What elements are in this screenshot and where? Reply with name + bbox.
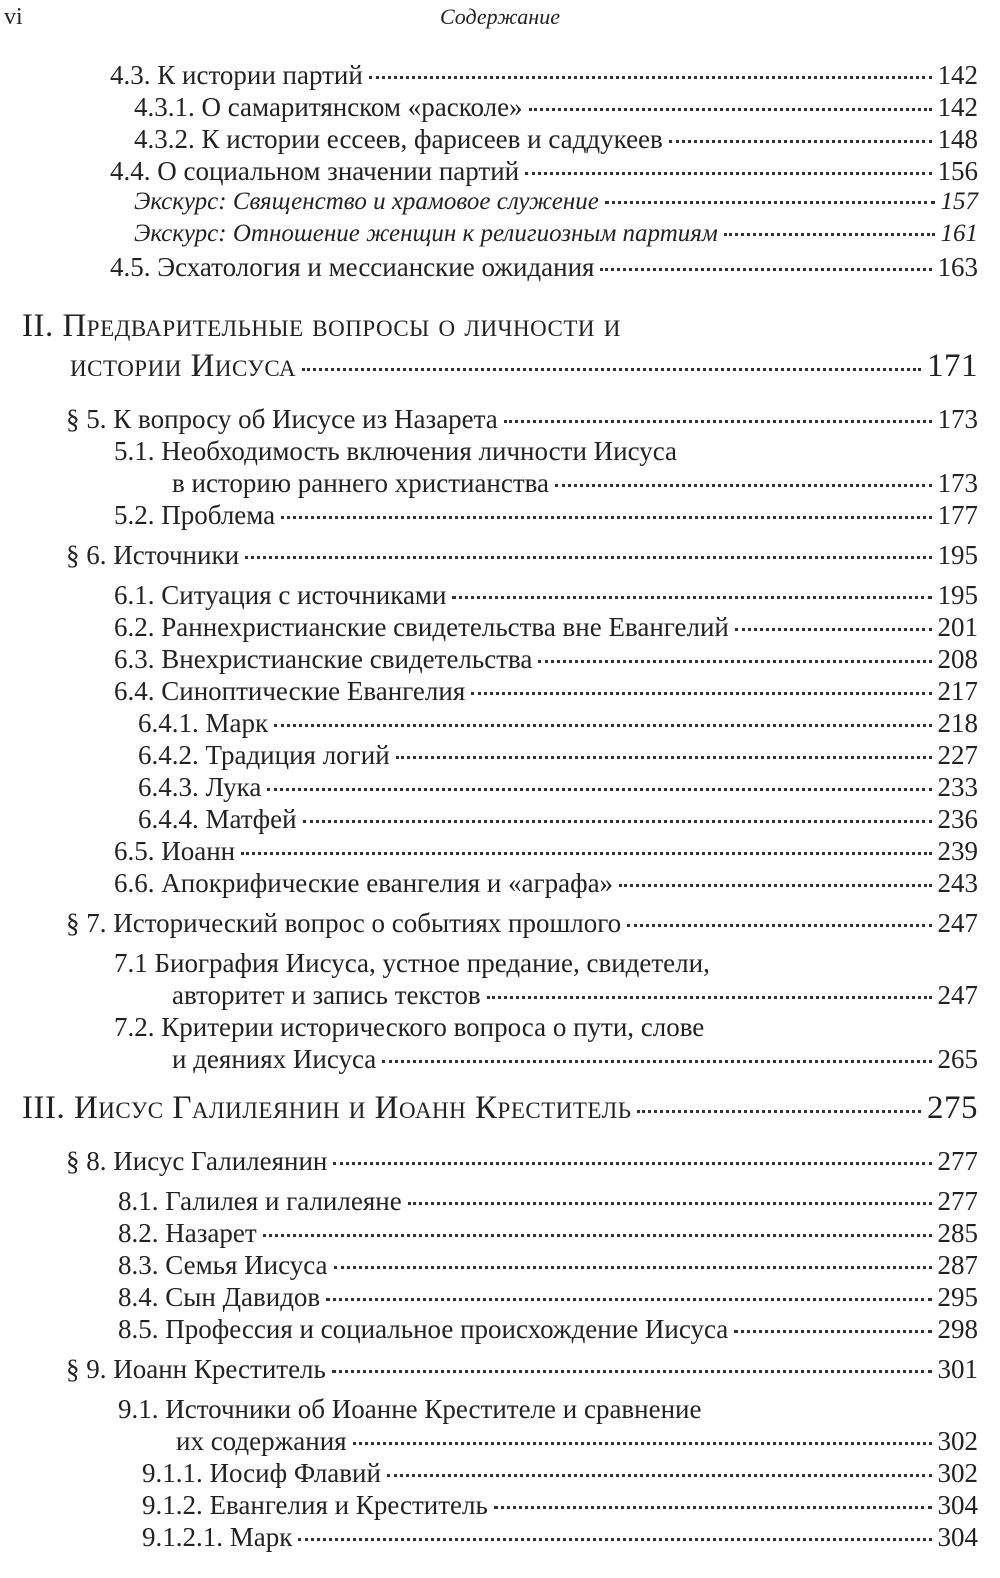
toc-entry-page: 301	[937, 1354, 978, 1384]
page-number: vi	[4, 4, 23, 30]
toc-entry-page: 218	[937, 708, 978, 738]
running-title: Содержание	[439, 4, 560, 29]
toc-entry[interactable]	[0, 1282, 1000, 1314]
toc-entry[interactable]	[0, 252, 1000, 284]
toc-entry[interactable]	[0, 124, 1000, 156]
toc-entry-page: 156	[937, 156, 978, 186]
toc-entry[interactable]	[0, 1426, 1000, 1458]
toc-entry-page: 157	[940, 188, 978, 215]
toc-entry-label: 8.1. Галилея и галилеяне	[118, 1186, 402, 1216]
toc-entry-label: 6.4.2. Традиция логий	[138, 740, 390, 770]
toc-entry[interactable]	[0, 1218, 1000, 1250]
toc-entry-page: 171	[927, 348, 978, 384]
dot-leader	[333, 1162, 931, 1165]
toc-entry-excursus[interactable]	[0, 188, 1000, 220]
toc-entry[interactable]	[0, 1522, 1000, 1554]
toc-entry-page: 195	[937, 580, 978, 610]
toc-entry-page: 217	[937, 676, 978, 706]
dot-leader	[452, 596, 931, 599]
toc-entry-label: 4.5. Эсхатология и мессианские ожидания	[110, 252, 595, 282]
dot-leader	[735, 628, 932, 631]
toc-entry-page: 173	[937, 404, 978, 434]
toc-entry-label: 6.4.1. Марк	[138, 708, 269, 738]
toc-entry-label: 8.5. Профессия и социальное происхождение Иисуса	[118, 1314, 729, 1344]
toc-entry[interactable]	[0, 156, 1000, 188]
dot-leader	[669, 140, 932, 143]
dot-leader	[281, 516, 931, 519]
dot-leader	[303, 820, 932, 823]
toc-entry[interactable]	[0, 836, 1000, 868]
toc-entry-label: их содержания	[176, 1426, 347, 1456]
dot-leader	[302, 368, 921, 371]
toc-entry-label: III. Иисус Галилеянин и Иоанн Креститель	[22, 1090, 632, 1126]
toc-entry-page: 275	[927, 1090, 978, 1126]
toc-paragraph[interactable]	[0, 1146, 1000, 1178]
toc-entry[interactable]	[0, 60, 1000, 92]
toc-entry-page: 142	[937, 92, 978, 122]
toc-entry[interactable]	[0, 708, 1000, 740]
dot-leader	[504, 420, 932, 423]
toc-entry-line[interactable]: 9.1. Источники об Иоанне Крестителе и сравнение	[118, 1394, 702, 1424]
toc-entry[interactable]	[0, 1314, 1000, 1346]
toc-entry-page: 148	[937, 124, 978, 154]
dot-leader	[627, 924, 931, 927]
toc-entry-line[interactable]: 7.2. Критерии исторического вопроса о пути, слове	[114, 1012, 705, 1042]
toc-entry[interactable]	[0, 580, 1000, 612]
dot-leader	[600, 268, 931, 271]
toc-entry[interactable]	[0, 868, 1000, 900]
dot-leader	[353, 1442, 932, 1445]
toc-entry-page: 243	[937, 868, 978, 898]
page-header	[0, 0, 1000, 40]
dot-leader	[555, 484, 931, 487]
dot-leader	[334, 1266, 932, 1269]
toc-entry-line[interactable]: 5.1. Необходимость включения личности Иисуса	[114, 436, 678, 466]
toc-entry-page: 227	[937, 740, 978, 770]
toc-entry-label: 8.2. Назарет	[118, 1218, 257, 1248]
toc-entry-label: истории Иисуса	[70, 348, 297, 384]
toc-entry-page: 142	[937, 60, 978, 90]
toc-entry[interactable]	[0, 772, 1000, 804]
toc-entry-label: авторитет и запись текстов	[172, 980, 481, 1010]
part-heading[interactable]	[0, 1090, 1000, 1132]
toc-entry[interactable]	[0, 500, 1000, 532]
toc-entry-label: 6.3. Внехристианские свидетельства	[114, 644, 533, 674]
toc-entry-page: 287	[937, 1250, 978, 1280]
toc-entry-label: § 5. К вопросу об Иисусе из Назарета	[66, 404, 498, 434]
toc-entry[interactable]	[0, 1250, 1000, 1282]
toc-entry-label: 6.5. Иоанн	[114, 836, 236, 866]
toc-entry-label: 6.2. Раннехристианские свидетельства вне Евангелий	[114, 612, 729, 642]
toc-entry[interactable]	[0, 980, 1000, 1012]
toc-entry-page: 177	[937, 500, 978, 530]
part-heading[interactable]	[0, 348, 1000, 390]
dot-leader	[487, 996, 932, 999]
toc-entry-page: 277	[937, 1186, 978, 1216]
toc-entry-page: 298	[937, 1314, 978, 1344]
part-heading-line[interactable]: II. Предварительные вопросы о личности и	[22, 308, 621, 344]
dot-leader	[724, 233, 935, 236]
dot-leader	[605, 201, 935, 204]
toc-entry-label: 6.4. Синоптические Евангелия	[114, 676, 466, 706]
toc-entry-page: 277	[937, 1146, 978, 1176]
dot-leader	[734, 1330, 931, 1333]
toc-entry-page: 295	[937, 1282, 978, 1312]
toc-entry-page: 195	[937, 540, 978, 570]
dot-leader	[525, 172, 931, 175]
dot-leader	[471, 692, 931, 695]
dot-leader	[637, 1110, 921, 1113]
dot-leader	[529, 108, 932, 111]
toc-entry-page: 233	[937, 772, 978, 802]
toc-entry[interactable]	[0, 1044, 1000, 1076]
toc-entry-page: 304	[937, 1522, 978, 1552]
toc-entry-label: 8.4. Сын Давидов	[118, 1282, 321, 1312]
toc-entry-label: 6.1. Ситуация с источниками	[114, 580, 447, 610]
toc-entry[interactable]	[0, 644, 1000, 676]
toc-entry-page: 265	[937, 1044, 978, 1074]
toc-entry-label: 6.6. Апокрифические евангелия и «аграфа»	[114, 868, 614, 898]
dot-leader	[408, 1202, 932, 1205]
toc-paragraph[interactable]	[0, 1354, 1000, 1386]
dot-leader	[332, 1370, 932, 1373]
toc-entry[interactable]	[0, 612, 1000, 644]
toc-entry-label: 6.4.4. Матфей	[138, 804, 297, 834]
toc-entry[interactable]	[0, 1458, 1000, 1490]
dot-leader	[369, 76, 932, 79]
toc-entry-label: 4.3.1. О самаритянском «расколе»	[134, 92, 523, 122]
toc-paragraph[interactable]	[0, 540, 1000, 572]
toc-entry-page: 208	[937, 644, 978, 674]
toc-entry-label: 4.4. О социальном значении партий	[110, 156, 520, 186]
dot-leader	[396, 756, 932, 759]
toc-entry-page: 285	[937, 1218, 978, 1248]
dot-leader	[298, 1538, 931, 1541]
dot-leader	[267, 788, 931, 791]
dot-leader	[382, 1060, 931, 1063]
toc-entry-label: § 6. Источники	[66, 540, 240, 570]
toc-entry-label: § 8. Иисус Галилеянин	[66, 1146, 328, 1176]
toc-entry-page: 302	[937, 1458, 978, 1488]
dot-leader	[245, 556, 931, 559]
toc-entry[interactable]	[0, 1490, 1000, 1522]
dot-leader	[241, 852, 931, 855]
toc-entry-label: Экскурс: Отношение женщин к религиозным партиям	[134, 220, 718, 247]
toc-entry-page: 247	[937, 980, 978, 1010]
dot-leader	[387, 1474, 932, 1477]
toc-entry-page: 173	[937, 468, 978, 498]
dot-leader	[263, 1234, 932, 1237]
toc-entry-label: 4.3.2. К истории ессеев, фарисеев и саддукеев	[134, 124, 663, 154]
toc-entry-page: 201	[937, 612, 978, 642]
toc-paragraph[interactable]	[0, 404, 1000, 436]
toc-entry[interactable]	[0, 1186, 1000, 1218]
toc-entry[interactable]	[0, 740, 1000, 772]
toc-entry-label: § 9. Иоанн Креститель	[66, 1354, 326, 1384]
toc-entry-label: 8.3. Семья Иисуса	[118, 1250, 328, 1280]
toc-entry-page: 236	[937, 804, 978, 834]
toc-entry-excursus[interactable]	[0, 220, 1000, 252]
toc-entry-label: и деяниях Иисуса	[172, 1044, 377, 1074]
dot-leader	[494, 1506, 932, 1509]
toc-entry-line[interactable]: 7.1 Биография Иисуса, устное предание, свидетели,	[114, 948, 710, 978]
toc-entry-label: 9.1.1. Иосиф Флавий	[142, 1458, 381, 1488]
toc-entry-label: 9.1.2.1. Марк	[142, 1522, 293, 1552]
toc-entry[interactable]	[0, 804, 1000, 836]
dot-leader	[326, 1298, 931, 1301]
toc-entry-page: 239	[937, 836, 978, 866]
toc-entry-page: 163	[937, 252, 978, 282]
toc-entry-label: Экскурс: Священство и храмовое служение	[134, 188, 599, 215]
toc-paragraph[interactable]	[0, 908, 1000, 940]
toc-entry-page: 302	[937, 1426, 978, 1456]
toc-entry-label: 6.4.3. Лука	[138, 772, 262, 802]
toc-entry-page: 304	[937, 1490, 978, 1520]
toc-entry-label: в историю раннего христианства	[172, 468, 550, 498]
toc-entry-page: 247	[937, 908, 978, 938]
toc-entry-label: 5.2. Проблема	[114, 500, 276, 530]
dot-leader	[619, 884, 931, 887]
dot-leader	[538, 660, 931, 663]
toc-entry-label: 4.3. К истории партий	[110, 60, 363, 90]
toc-entry[interactable]	[0, 676, 1000, 708]
toc-entry-label: 9.1.2. Евангелия и Креститель	[142, 1490, 488, 1520]
toc-entry-label: § 7. Исторический вопрос о событиях прошлого	[66, 908, 622, 938]
table-of-contents	[0, 60, 1000, 1554]
dot-leader	[274, 724, 931, 727]
toc-entry[interactable]	[0, 468, 1000, 500]
toc-entry[interactable]	[0, 92, 1000, 124]
toc-entry-page: 161	[940, 220, 978, 247]
